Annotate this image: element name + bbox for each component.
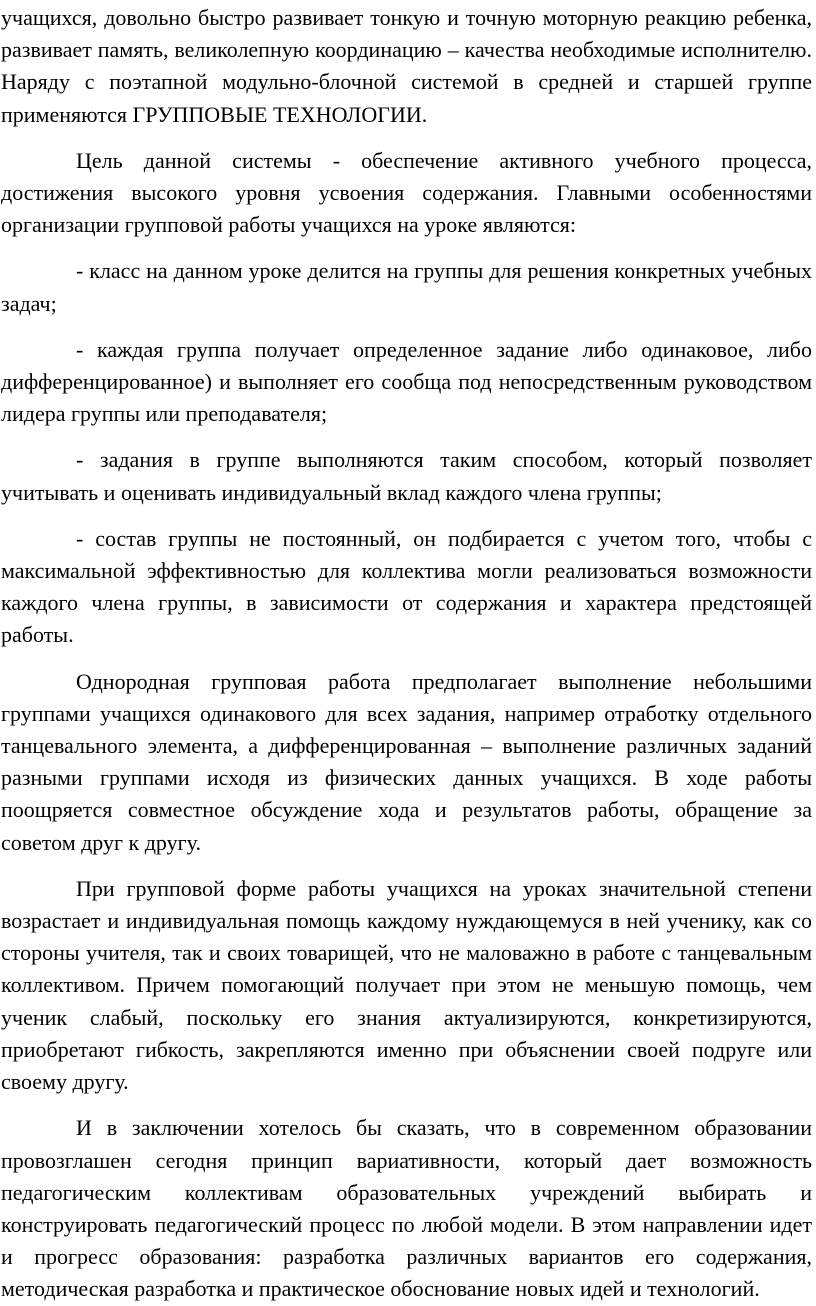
paragraph-5: И в заключении хотелось бы сказать, что в современном образовании провозглашен сегодня принцип вариативности, который дает возможность педагогическим коллективам образовательных учреждений выбирать и конструировать педагогический процесс по любой модели. В этом направлении идет и прогресс образования: разработка различных вариантов его содержания, методическая разработка и практическое обоснование новых идей и технологий. — [1, 1115, 812, 1302]
list-item-3: - задания в группе выполняются таким способом, который позволяет учитывать и оценивать индивидуальный вклад каждого члена группы; — [1, 447, 812, 505]
paragraph-4: При групповой форме работы учащихся на уроках значительной степени возрастает и индивидуальная помощь каждому нуждающемуся в ней ученику, как со стороны учителя, так и своих товарищей, что не маловажно в работе с танцевальным коллективом. Причем помогающий получает при этом не меньшую помощь, чем ученик слабый, поскольку его знания актуализируются, конкретизируются, приобретают гибкость, закрепляются именно при объяснении своей подруге или своему другу. — [1, 875, 812, 1095]
list-item-2: - каждая группа получает определенное задание либо одинаковое, либо дифференцированное) и выполняет его сообща под непосредственным руководством лидера группы или преподавателя; — [1, 336, 812, 427]
paragraph-2: Цель данной системы - обеспечение активного учебного процесса, достижения высокого уровня усвоения содержания. Главными особенностями организации групповой работы учащихся на уроке являются: — [1, 147, 812, 238]
list-item-4: - состав группы не постоянный, он подбирается с учетом того, чтобы с максимальной эффективностью для коллектива могли реализоваться возможности каждого члена группы, в зависимости от содержания и характера предстоящей работы. — [1, 525, 812, 648]
list-item-1: - класс на данном уроке делится на группы для решения конкретных учебных задач; — [1, 258, 812, 316]
paragraph-3: Однородная групповая работа предполагает выполнение небольшими группами учащихся одинакового для всех задания, например отработку отдельного танцевального элемента, а дифференцированная – выполнение различных заданий разными группами исходя из физических данных учащихся. В ходе работы поощряется совместное обсуждение хода и результатов работы, обращение за советом друг к другу. — [1, 668, 812, 855]
paragraph-1: учащихся, довольно быстро развивает тонкую и точную моторную реакцию ребенка, развивает память, великолепную координацию – качества необходимые исполнителю. Наряду с поэтапной модульно-блочной системой в средней и старшей группе применяются ГРУППОВЫЕ ТЕХНОЛОГИИ. — [1, 5, 812, 127]
